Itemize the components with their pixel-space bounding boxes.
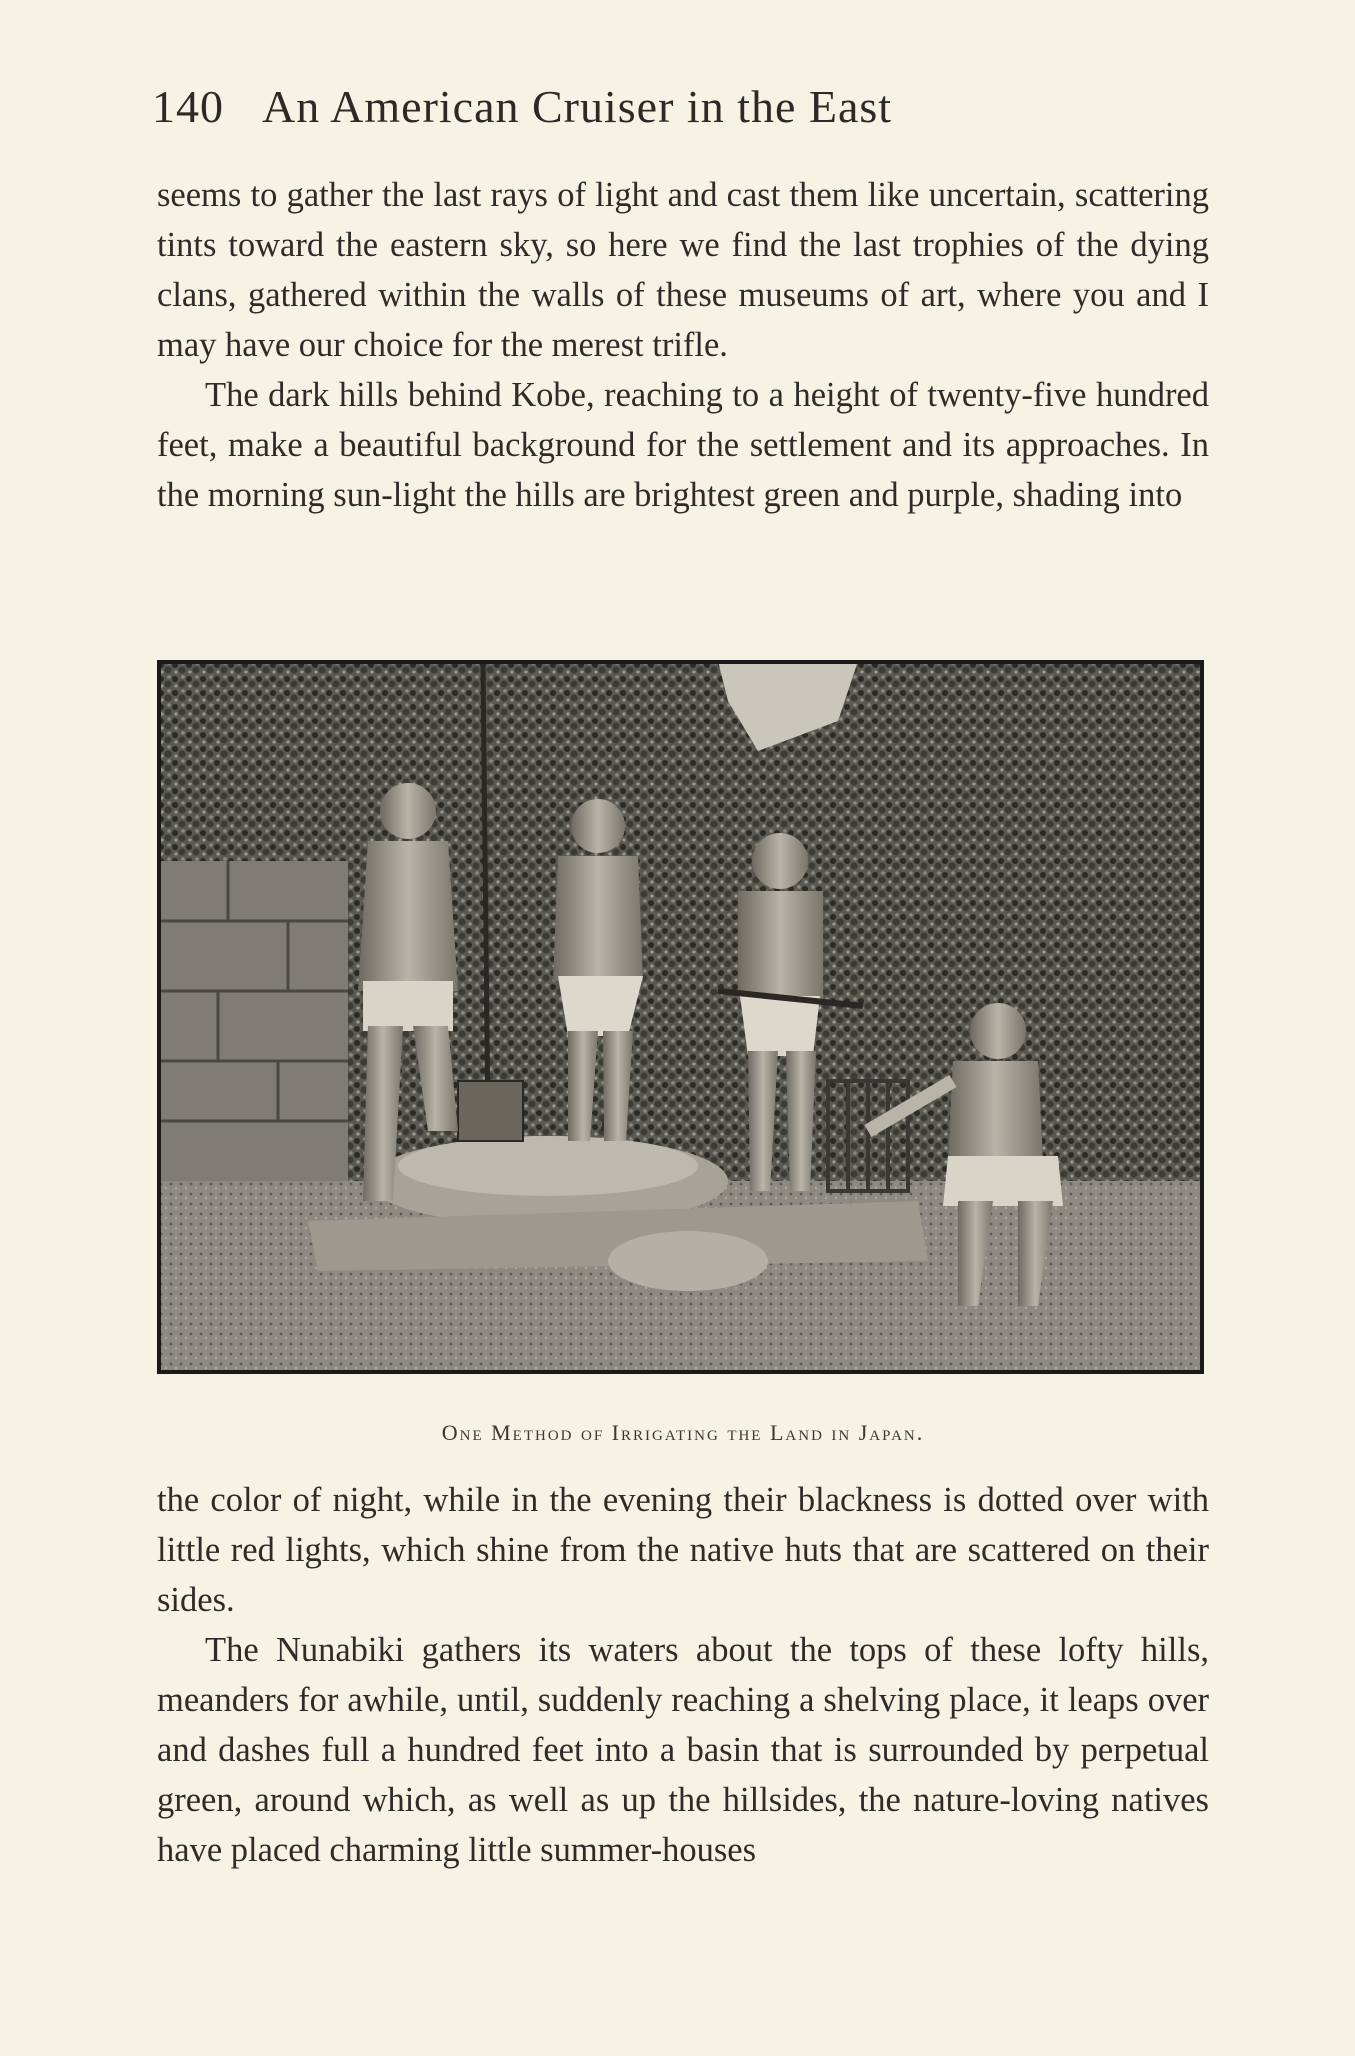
paragraph-kobe-hills: The dark hills behind Kobe, reaching to a height of twenty-five hundred feet, make a beautiful background for the settlement and its approaches. In the morning sun-light the hills are brightest green and purple, shading into — [157, 376, 1209, 514]
running-head — [152, 80, 1212, 140]
paragraph-continued: seems to gather the last rays of light and cast them like uncertain, scattering tints toward the eastern sky, so here we find the last trophies of the dying clans, gathered within the walls of these museums of art, where you and I may have our choice for the merest trifle. — [157, 176, 1209, 364]
paragraph-nunabiki: The Nunabiki gathers its waters about the tops of these lofty hills, meanders for awhile, until, suddenly reaching a shelving place, it leaps over and dashes full a hundred feet into a basin that is surrounded by perpetual green, around which, as well as up the hillsides, the nature-loving natives have placed charming little summer-houses — [157, 1631, 1209, 1869]
figure-caption: One Method of Irrigating the Land in Japan. — [441, 1420, 925, 1445]
page-number: 140 — [152, 81, 224, 132]
paragraph-night-lights: the color of night, while in the evening their blackness is dotted over with little red lights, which shine from the native huts that are scattered on their sides. — [157, 1481, 1209, 1619]
body-text-top — [157, 170, 1209, 520]
halftone-photograph — [157, 660, 1204, 1374]
body-text-bottom — [157, 1475, 1209, 1875]
photograph-irrigation-scene — [158, 661, 1203, 1373]
running-title: An American Cruiser in the East — [261, 81, 893, 132]
